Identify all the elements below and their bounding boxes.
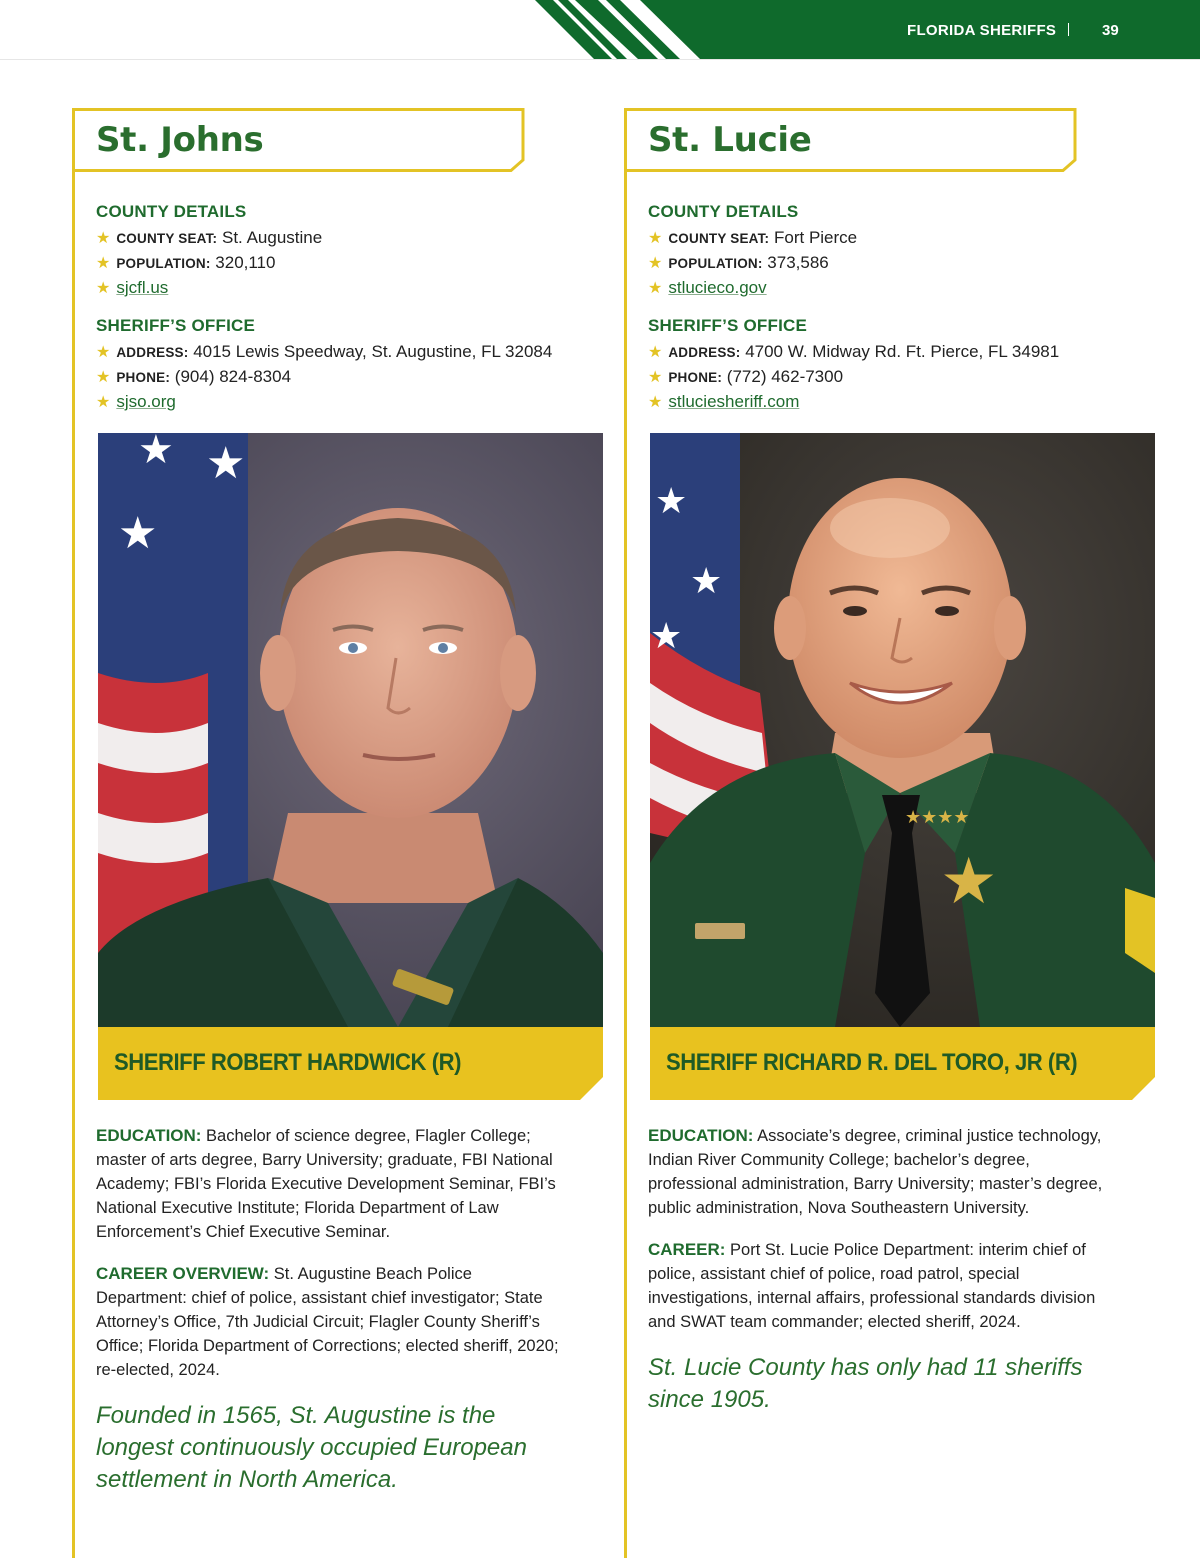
county-title-box xyxy=(72,108,526,172)
career-paragraph xyxy=(648,1238,1118,1334)
page-number: 39 xyxy=(1102,22,1119,39)
star-bullet-icon: ★ xyxy=(648,394,663,411)
phone-value: (904) 824-8304 xyxy=(174,367,292,386)
education-paragraph xyxy=(96,1124,566,1244)
education-text: Bachelor of science degree, Flagler College; master of arts degree, Barry University; graduate, FBI National Academy; FBI’s Florida Executive Development Seminar, FBI’s National Executive Institute; Florida Department of Law Enforcement’s Chief Executive Seminar. xyxy=(96,1127,556,1241)
sheriffs-office-heading: SHERIFF’S OFFICE xyxy=(648,316,808,335)
star-bullet-icon: ★ xyxy=(648,344,663,361)
sheriff-name: SHERIFF RICHARD R. DEL TORO, JR (R) xyxy=(666,1049,1078,1076)
education-label: EDUCATION: xyxy=(96,1126,202,1145)
population-row: ★ POPULATION: 320,110 xyxy=(96,253,276,272)
county-title-box xyxy=(624,108,1078,172)
phone-row: ★ PHONE: (772) 462-7300 xyxy=(648,367,844,386)
education-text: Associate’s degree, criminal justice technology, Indian River Community College; bachelor’s degree, professional administration, Barry University; master’s degree, public administration, Nova Southeastern University. xyxy=(648,1127,1103,1217)
career-label: CAREER OVERVIEW: xyxy=(96,1264,270,1283)
star-bullet-icon: ★ xyxy=(96,255,111,272)
sheriff-bio xyxy=(96,1124,566,1400)
svg-text:★★★★: ★★★★ xyxy=(905,807,970,828)
svg-text:★: ★ xyxy=(690,561,723,602)
svg-text:★: ★ xyxy=(138,433,174,473)
star-bullet-icon: ★ xyxy=(96,280,111,297)
star-bullet-icon: ★ xyxy=(648,369,663,386)
svg-text:★: ★ xyxy=(940,845,998,919)
phone-value: (772) 462-7300 xyxy=(726,367,844,386)
county-fun-fact: St. Lucie County has only had 11 sheriffs since 1905. xyxy=(648,1354,1083,1413)
sheriffs-office-heading: SHERIFF’S OFFICE xyxy=(96,316,256,335)
sheriff-bio xyxy=(648,1124,1118,1352)
star-bullet-icon: ★ xyxy=(96,344,111,361)
address-value: 4015 Lewis Speedway, St. Augustine, FL 32084 xyxy=(193,342,553,361)
sheriff-name-band xyxy=(650,1027,1155,1100)
county-website-link[interactable]: sjcfl.us xyxy=(116,278,169,297)
county-seat-row: ★ COUNTY SEAT: Fort Pierce xyxy=(648,228,858,247)
county-seat-row: ★ COUNTY SEAT: St. Augustine xyxy=(96,228,323,247)
svg-text:★: ★ xyxy=(118,508,158,559)
office-website-link[interactable]: stluciesheriff.com xyxy=(668,392,800,411)
county-name: St. Lucie xyxy=(648,120,812,160)
svg-text:★: ★ xyxy=(206,438,246,489)
star-bullet-icon: ★ xyxy=(648,280,663,297)
office-website-row xyxy=(648,390,1059,415)
county-details-section xyxy=(96,202,322,301)
career-label: CAREER: xyxy=(648,1240,726,1259)
county-seat-value: Fort Pierce xyxy=(774,228,858,247)
star-bullet-icon: ★ xyxy=(96,230,111,247)
sheriff-portrait-photo xyxy=(98,433,603,1027)
sheriff-name: SHERIFF ROBERT HARDWICK (R) xyxy=(114,1049,461,1076)
star-bullet-icon: ★ xyxy=(96,394,111,411)
sheriff-portrait-photo xyxy=(650,433,1155,1027)
header-rule xyxy=(0,59,1200,60)
education-paragraph xyxy=(648,1124,1118,1220)
office-website-row xyxy=(96,390,552,415)
publication-title: FLORIDA SHERIFFS xyxy=(907,22,1057,39)
population-row: ★ POPULATION: 373,586 xyxy=(648,253,829,272)
county-seat-value: St. Augustine xyxy=(222,228,323,247)
address-row: ★ ADDRESS: 4700 W. Midway Rd. Ft. Pierce, FL 34981 xyxy=(648,342,1060,361)
county-details-section xyxy=(648,202,857,301)
column-accent-rule xyxy=(624,108,627,1558)
page-header xyxy=(0,0,1200,60)
county-website-link[interactable]: stlucieco.gov xyxy=(668,278,767,297)
address-row: ★ ADDRESS: 4015 Lewis Speedway, St. Augustine, FL 32084 xyxy=(96,342,553,361)
svg-text:★: ★ xyxy=(655,481,688,522)
sheriffs-office-section xyxy=(648,316,1059,415)
population-value: 373,586 xyxy=(767,253,829,272)
star-bullet-icon: ★ xyxy=(96,369,111,386)
star-bullet-icon: ★ xyxy=(648,230,663,247)
education-label: EDUCATION: xyxy=(648,1126,754,1145)
address-value: 4700 W. Midway Rd. Ft. Pierce, FL 34981 xyxy=(745,342,1060,361)
sheriffs-office-section xyxy=(96,316,552,415)
county-website-row xyxy=(648,276,857,301)
county-details-heading: COUNTY DETAILS xyxy=(648,202,799,221)
office-website-link[interactable]: sjso.org xyxy=(116,392,176,411)
column-accent-rule xyxy=(72,108,75,1558)
career-paragraph xyxy=(96,1262,566,1382)
county-website-row xyxy=(96,276,322,301)
star-bullet-icon: ★ xyxy=(648,255,663,272)
county-fun-fact: Founded in 1565, St. Augustine is the longest continuously occupied European settlement in North America. xyxy=(96,1402,527,1493)
header-divider xyxy=(1068,23,1069,36)
county-name: St. Johns xyxy=(96,120,264,160)
svg-text:★: ★ xyxy=(650,616,683,657)
career-text: St. Augustine Beach Police Department: chief of police, assistant chief investigator; State Attorney’s Office, 7th Judicial Circuit; Flagler County Sheriff’s Office; Florida Department of Corrections; elected sheriff, 2020; re-elected, 2024. xyxy=(96,1265,559,1379)
phone-row: ★ PHONE: (904) 824-8304 xyxy=(96,367,292,386)
county-details-heading: COUNTY DETAILS xyxy=(96,202,247,221)
sheriff-name-band xyxy=(98,1027,603,1100)
population-value: 320,110 xyxy=(215,253,276,272)
career-text: Port St. Lucie Police Department: interim chief of police, assistant chief of police, road patrol, special investigations, internal affairs, professional standards division and SWAT team commander; elected sheriff, 2024. xyxy=(648,1241,1096,1331)
